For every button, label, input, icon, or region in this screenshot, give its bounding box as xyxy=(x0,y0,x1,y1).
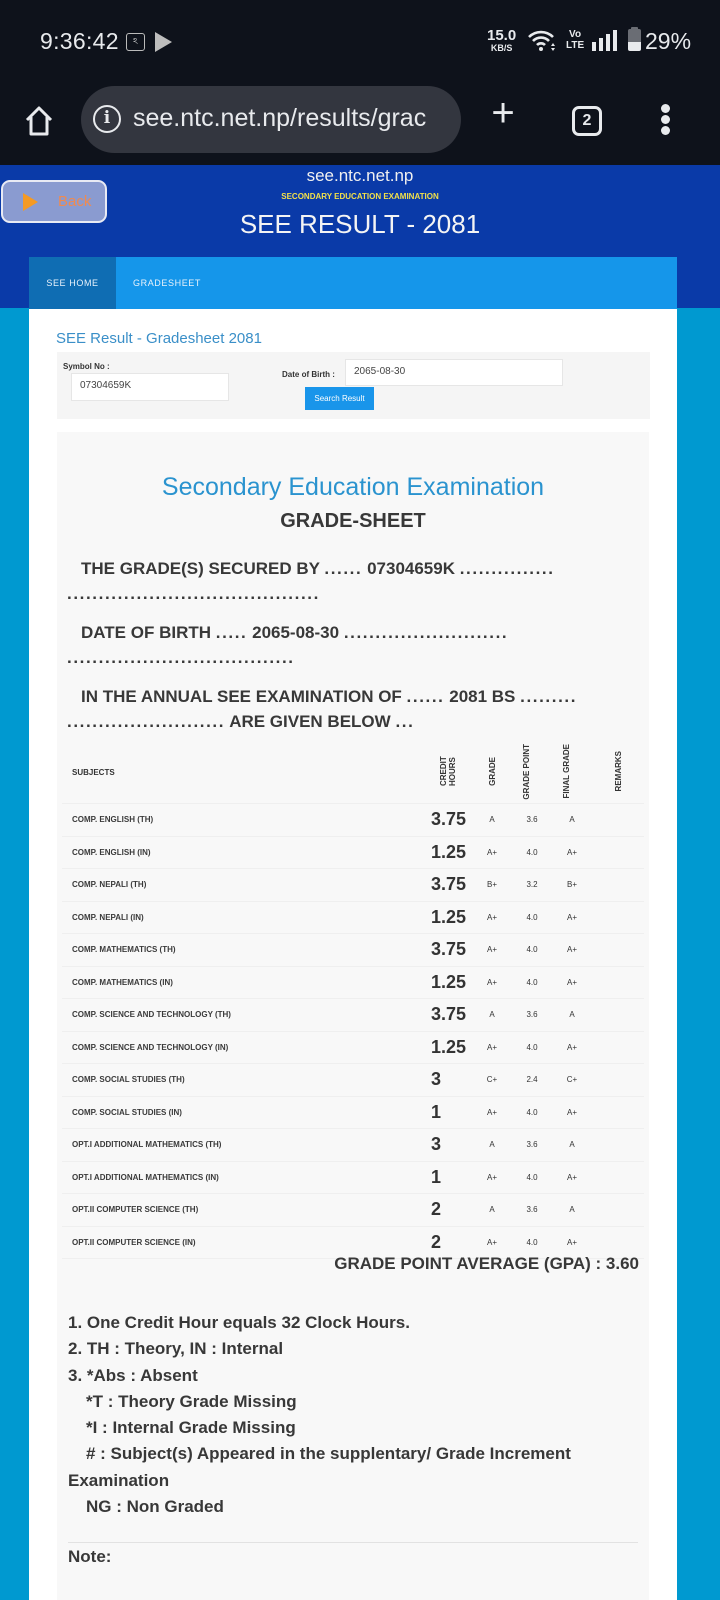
grade-cell: A+ xyxy=(472,934,512,967)
search-result-button[interactable]: Search Result xyxy=(305,387,374,410)
final-grade-cell: C+ xyxy=(552,1064,592,1097)
subject-cell: COMP. NEPALI (IN) xyxy=(62,901,425,934)
credit-hours-cell: 1.25 xyxy=(425,901,472,934)
gpa: GRADE POINT AVERAGE (GPA) : 3.60 xyxy=(334,1254,639,1273)
final-grade-cell: A xyxy=(552,999,592,1032)
col-final-grade xyxy=(552,742,592,804)
col-grade-point-label: GRADE POINT xyxy=(522,743,531,800)
subject-cell: COMP. NEPALI (TH) xyxy=(62,869,425,902)
table-row xyxy=(62,901,644,934)
final-grade-cell: A+ xyxy=(552,934,592,967)
col-remarks-label: REMARKS xyxy=(613,751,623,792)
col-credit-hours-label: CREDIT HOURS xyxy=(438,756,457,787)
credit-hours-cell: 3.75 xyxy=(425,804,472,837)
subject-cell: COMP. MATHEMATICS (TH) xyxy=(62,934,425,967)
signal-icon xyxy=(592,30,618,57)
col-grade xyxy=(472,742,512,804)
grade-point-cell: 4.0 xyxy=(512,901,552,934)
wifi-icon xyxy=(527,30,557,57)
remarks-cell xyxy=(592,1031,644,1064)
legend-item: NG : Non Graded xyxy=(86,1497,224,1517)
grade-point-cell: 4.0 xyxy=(512,836,552,869)
network-speed xyxy=(487,29,516,53)
grade-cell: A+ xyxy=(472,966,512,999)
tab-switcher-button[interactable]: 2 xyxy=(572,106,602,136)
credit-hours-cell: 3 xyxy=(425,1064,472,1097)
sheet-subtitle: GRADE-SHEET xyxy=(280,510,426,532)
col-final-grade-label: FINAL GRADE xyxy=(562,744,571,799)
volte-bottom: LTE xyxy=(566,40,585,51)
secured-by-line: THE GRADE(S) SECURED BY ...... 07304659K ............... ........................................ xyxy=(67,559,555,603)
remarks-cell xyxy=(592,934,644,967)
nav-bar xyxy=(29,257,677,309)
remarks-cell xyxy=(592,966,644,999)
grade-cell: A xyxy=(472,999,512,1032)
grade-point-cell: 4.0 xyxy=(512,1096,552,1129)
credit-hours-cell: 3.75 xyxy=(425,869,472,902)
content-card xyxy=(29,309,677,1600)
table-row xyxy=(62,804,644,837)
grade-sheet xyxy=(57,432,649,1600)
remarks-cell xyxy=(592,1129,644,1162)
credit-hours-cell: 2 xyxy=(425,1226,472,1259)
final-grade-cell: A xyxy=(552,1129,592,1162)
legend-item: # : Subject(s) Appeared in the supplentary/ Grade Increment xyxy=(86,1444,571,1464)
table-row xyxy=(62,934,644,967)
grade-point-cell: 3.6 xyxy=(512,1194,552,1227)
table-row xyxy=(62,1096,644,1129)
form-title: SEE Result - Gradesheet 2081 xyxy=(56,330,262,347)
legend-item: Examination xyxy=(68,1470,170,1490)
site-title: SEE RESULT - 2081 xyxy=(239,209,481,239)
address-bar[interactable] xyxy=(81,86,461,153)
final-grade-cell: A+ xyxy=(552,836,592,869)
more-menu-icon[interactable] xyxy=(658,104,672,140)
table-row xyxy=(62,966,644,999)
grade-point-cell: 4.0 xyxy=(512,1226,552,1259)
clock: 9:36:42 xyxy=(40,28,119,54)
final-grade-cell: A xyxy=(552,804,592,837)
credit-hours-cell: 1.25 xyxy=(425,836,472,869)
grade-cell: A+ xyxy=(472,1226,512,1259)
final-grade-cell: A+ xyxy=(552,966,592,999)
site-domain: see.ntc.net.np xyxy=(306,166,414,185)
divider xyxy=(68,1542,638,1543)
subject-cell: COMP. SCIENCE AND TECHNOLOGY (IN) xyxy=(62,1031,425,1064)
site-info-icon[interactable]: i xyxy=(93,105,121,133)
play-arrow-icon xyxy=(23,193,38,211)
volte-indicator xyxy=(566,29,584,51)
legend-item: *I : Internal Grade Missing xyxy=(86,1418,296,1438)
subject-cell: COMP. SCIENCE AND TECHNOLOGY (TH) xyxy=(62,999,425,1032)
symbol-input[interactable]: 07304659K xyxy=(71,373,229,401)
exam-label: IN THE ANNUAL SEE EXAMINATION OF xyxy=(81,687,402,706)
credit-hours-cell: 3 xyxy=(425,1129,472,1162)
network-speed-unit: KB/S xyxy=(490,43,513,53)
remarks-cell xyxy=(592,836,644,869)
browser-toolbar xyxy=(0,80,720,165)
final-grade-cell: A+ xyxy=(552,1031,592,1064)
credit-hours-cell: 1.25 xyxy=(425,966,472,999)
subject-cell: COMP. SOCIAL STUDIES (IN) xyxy=(62,1096,425,1129)
table-row xyxy=(62,1064,644,1097)
legend-item: *T : Theory Grade Missing xyxy=(86,1391,297,1411)
grade-cell: A+ xyxy=(472,1161,512,1194)
search-form xyxy=(57,352,650,419)
back-label: Back xyxy=(58,193,92,210)
table-row xyxy=(62,999,644,1032)
remarks-cell xyxy=(592,869,644,902)
subject-cell: COMP. SOCIAL STUDIES (TH) xyxy=(62,1064,425,1097)
site-subtitle: SECONDARY EDUCATION EXAMINATION xyxy=(281,192,439,201)
final-grade-cell: A xyxy=(552,1194,592,1227)
remarks-cell xyxy=(592,1161,644,1194)
table-row xyxy=(62,869,644,902)
grade-point-cell: 2.4 xyxy=(512,1064,552,1097)
grade-cell: A xyxy=(472,804,512,837)
subject-cell: OPT.II COMPUTER SCIENCE (TH) xyxy=(62,1194,425,1227)
sheet-title: Secondary Education Examination xyxy=(161,473,545,501)
grade-cell: A+ xyxy=(472,1096,512,1129)
nav-see-home[interactable]: SEE HOME xyxy=(29,257,116,309)
remarks-cell xyxy=(592,901,644,934)
credit-hours-cell: 1 xyxy=(425,1096,472,1129)
legend-notes xyxy=(68,1310,643,1520)
table-row xyxy=(62,1194,644,1227)
subject-cell: OPT.II COMPUTER SCIENCE (IN) xyxy=(62,1226,425,1259)
dob-line-label: DATE OF BIRTH xyxy=(81,623,212,642)
remarks-cell xyxy=(592,804,644,837)
final-grade-cell: A+ xyxy=(552,1161,592,1194)
credit-hours-cell: 1 xyxy=(425,1161,472,1194)
url-text[interactable]: see.ntc.net.np/results/grac xyxy=(133,104,427,132)
col-credit-hours xyxy=(425,742,472,804)
grade-point-cell: 4.0 xyxy=(512,966,552,999)
final-grade-cell: A+ xyxy=(552,1096,592,1129)
secured-by-label: THE GRADE(S) SECURED BY xyxy=(81,559,320,578)
grade-cell: A+ xyxy=(472,1031,512,1064)
grades-table-body xyxy=(62,804,644,1259)
network-speed-value: 15.0 xyxy=(487,27,517,44)
new-tab-icon[interactable]: + xyxy=(491,91,515,135)
subject-cell: OPT.I ADDITIONAL MATHEMATICS (IN) xyxy=(62,1161,425,1194)
col-subjects: SUBJECTS xyxy=(62,742,425,804)
dob-input[interactable]: 2065-08-30 xyxy=(345,359,563,386)
grade-point-cell: 4.0 xyxy=(512,934,552,967)
remarks-cell xyxy=(592,1064,644,1097)
col-grade-point xyxy=(512,742,552,804)
symbol-label: Symbol No : xyxy=(63,362,110,371)
col-grade-label: GRADE xyxy=(487,757,497,786)
grade-point-cell: 3.2 xyxy=(512,869,552,902)
back-button[interactable] xyxy=(1,180,107,223)
subject-cell: OPT.I ADDITIONAL MATHEMATICS (TH) xyxy=(62,1129,425,1162)
grade-cell: B+ xyxy=(472,869,512,902)
credit-hours-cell: 3.75 xyxy=(425,934,472,967)
grade-point-cell: 3.6 xyxy=(512,1129,552,1162)
remarks-cell xyxy=(592,1096,644,1129)
grade-point-cell: 3.6 xyxy=(512,804,552,837)
table-row xyxy=(62,1031,644,1064)
grade-cell: A+ xyxy=(472,901,512,934)
legend-item: 1. One Credit Hour equals 32 Clock Hours. xyxy=(68,1313,410,1332)
credit-hours-cell: 2 xyxy=(425,1194,472,1227)
final-grade-cell: A+ xyxy=(552,901,592,934)
home-icon[interactable] xyxy=(22,104,56,138)
subject-cell: COMP. ENGLISH (TH) xyxy=(62,804,425,837)
grade-point-cell: 4.0 xyxy=(512,1161,552,1194)
notification-icon: ঽ xyxy=(126,33,145,51)
remarks-cell xyxy=(592,1194,644,1227)
dob-line: DATE OF BIRTH ..... 2065-08-30 .......................... .................................... xyxy=(67,623,509,667)
legend-item: 2. TH : Theory, IN : Internal xyxy=(68,1339,284,1359)
table-header-row xyxy=(62,742,644,804)
table-row xyxy=(62,1129,644,1162)
volte-top: Vo xyxy=(569,29,582,40)
grade-cell: C+ xyxy=(472,1064,512,1097)
grade-point-cell: 4.0 xyxy=(512,1031,552,1064)
subject-cell: COMP. ENGLISH (IN) xyxy=(62,836,425,869)
legend-item: 3. *Abs : Absent xyxy=(68,1365,198,1385)
grade-cell: A xyxy=(472,1129,512,1162)
nav-gradesheet[interactable]: GRADESHEET xyxy=(133,278,202,288)
exam-value: 2081 BS xyxy=(449,687,516,706)
secured-by-value: 07304659K xyxy=(367,559,455,578)
final-grade-cell: B+ xyxy=(552,869,592,902)
web-page xyxy=(0,165,720,1600)
exam-line: IN THE ANNUAL SEE EXAMINATION OF ...... 2081 BS ......... ......................... ARE GIVEN BELOW ... xyxy=(67,687,578,731)
dob-label: Date of Birth : xyxy=(282,370,335,379)
credit-hours-cell: 3.75 xyxy=(425,999,472,1032)
col-remarks xyxy=(592,742,644,804)
note-label: Note: xyxy=(68,1547,112,1566)
remarks-cell xyxy=(592,999,644,1032)
grades-table xyxy=(62,742,644,1259)
table-row xyxy=(62,836,644,869)
grade-cell: A xyxy=(472,1194,512,1227)
status-bar xyxy=(0,0,720,80)
final-grade-cell: A+ xyxy=(552,1226,592,1259)
grade-cell: A+ xyxy=(472,836,512,869)
grade-point-cell: 3.6 xyxy=(512,999,552,1032)
battery-percent: 29% xyxy=(645,28,692,54)
given-below: ARE GIVEN BELOW xyxy=(229,712,391,731)
credit-hours-cell: 1.25 xyxy=(425,1031,472,1064)
play-store-icon xyxy=(155,32,172,52)
table-row xyxy=(62,1161,644,1194)
subject-cell: COMP. MATHEMATICS (IN) xyxy=(62,966,425,999)
dob-line-value: 2065-08-30 xyxy=(252,623,340,642)
battery-icon xyxy=(628,29,641,51)
